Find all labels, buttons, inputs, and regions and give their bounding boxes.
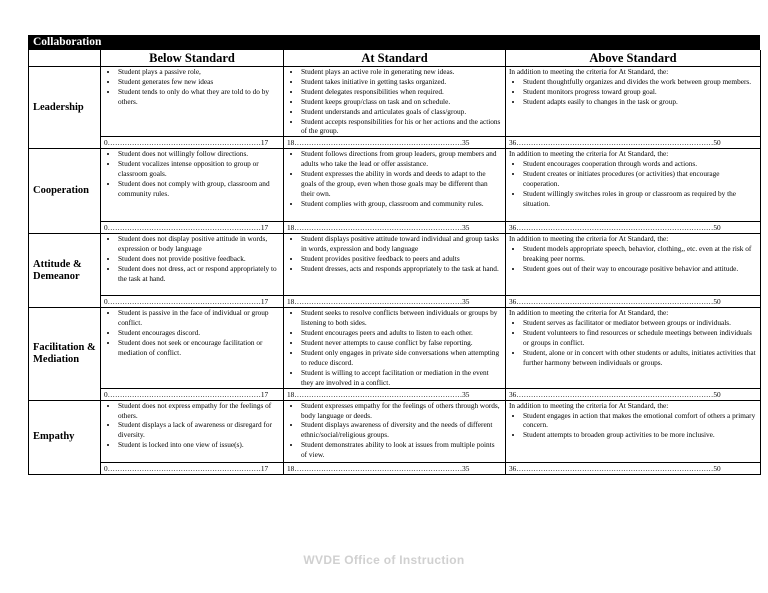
- header-at-standard: At Standard: [284, 50, 506, 67]
- criteria-item: • Student adapts easily to changes in the task or group.: [523, 97, 757, 107]
- below-criteria-list: [104, 401, 280, 451]
- header-below-standard: Below Standard: [101, 50, 284, 67]
- above-criteria-list: [509, 77, 757, 107]
- header-above-standard: Above Standard: [506, 50, 761, 67]
- criteria-item: • Student complies with group, classroom and community rules.: [301, 199, 502, 209]
- criteria-item: • Student seeks to resolve conflicts between individuals or groups by listening to both sides.: [301, 308, 502, 328]
- below-criteria-list: [104, 308, 280, 358]
- criteria-item: • Student does not display positive attitude in words, expression or body language: [118, 234, 280, 254]
- below-standard-cell: [101, 400, 284, 462]
- criteria-item: • Student encourages peers and adults to listen to each other.: [301, 328, 502, 338]
- criteria-item: • Student never attempts to cause conflict by false reporting.: [301, 338, 502, 348]
- criteria-item: • Student keeps group/class on task and on schedule.: [301, 97, 502, 107]
- at-standard-cell: [284, 234, 506, 296]
- score-row: [29, 296, 761, 308]
- score-range: 0………………………………………………………17: [101, 296, 284, 308]
- above-intro: In addition to meeting the criteria for At Standard, the:: [509, 67, 669, 76]
- criteria-item: • Student does not dress, act or respond appropriately to the task at hand.: [118, 264, 280, 284]
- criteria-item: • Student tends to only do what they are told to do by others.: [118, 87, 280, 107]
- at-criteria-list: [287, 234, 502, 274]
- criteria-row: [29, 308, 761, 388]
- criteria-item: • Student attempts to broaden group activities to be more inclusive.: [523, 430, 757, 440]
- criteria-item: • Student plays a passive role,: [118, 67, 280, 77]
- criteria-item: • Student, alone or in concert with other students or adults, initiates activities that further harmony between individuals or groups.: [523, 348, 757, 368]
- criteria-item: • Student generates few new ideas: [118, 77, 280, 87]
- score-range: 18……………………………………………………………35: [284, 388, 506, 400]
- score-range: 36………………………………………………………………………50: [506, 462, 761, 474]
- header-row: [29, 50, 761, 67]
- above-standard-cell: [506, 400, 761, 462]
- criteria-item: • Student does not comply with group, classroom and community rules.: [118, 179, 280, 199]
- score-range: 0………………………………………………………17: [101, 137, 284, 149]
- above-standard-cell: [506, 67, 761, 137]
- score-row: [29, 137, 761, 149]
- criteria-item: • Student monitors progress toward group goal.: [523, 87, 757, 97]
- score-range: 36………………………………………………………………………50: [506, 296, 761, 308]
- criteria-item: • Student models appropriate speech, behavior, clothing,, etc. even at the risk of breaking peer norms.: [523, 244, 757, 264]
- below-standard-cell: [101, 234, 284, 296]
- above-standard-cell: [506, 308, 761, 388]
- rubric-table: [28, 50, 761, 475]
- category-label: Cooperation: [29, 149, 101, 234]
- above-criteria-list: [509, 411, 757, 441]
- category-label: Facilitation & Mediation: [29, 308, 101, 400]
- criteria-item: • Student does not willingly follow directions.: [118, 149, 280, 159]
- criteria-row: [29, 234, 761, 296]
- above-criteria-list: [509, 318, 757, 368]
- criteria-item: • Student vocalizes intense opposition to group or classroom goals.: [118, 159, 280, 179]
- criteria-item: • Student does not seek or encourage facilitation or mediation of conflict.: [118, 338, 280, 358]
- criteria-item: • Student creates or initiates procedures (or activities) that encourage cooperation.: [523, 169, 757, 189]
- header-blank: [29, 50, 101, 67]
- criteria-item: • Student displays awareness of diversity and the needs of different ethnic/social/religious groups.: [301, 420, 502, 440]
- rubric-page: [28, 35, 760, 475]
- above-standard-cell: [506, 234, 761, 296]
- score-range: 36………………………………………………………………………50: [506, 137, 761, 149]
- criteria-item: • Student provides positive feedback to peers and adults: [301, 254, 502, 264]
- criteria-item: • Student displays positive attitude toward individual and group tasks in words, expression and body language: [301, 234, 502, 254]
- score-range: 36………………………………………………………………………50: [506, 222, 761, 234]
- criteria-item: • Student dresses, acts and responds appropriately to the task at hand.: [301, 264, 502, 274]
- score-range: 18……………………………………………………………35: [284, 222, 506, 234]
- below-criteria-list: [104, 234, 280, 284]
- criteria-item: • Student delegates responsibilities when required.: [301, 87, 502, 97]
- at-standard-cell: [284, 308, 506, 388]
- criteria-row: [29, 67, 761, 137]
- score-row: [29, 388, 761, 400]
- criteria-item: • Student expresses empathy for the feelings of others through words, body language or deeds.: [301, 401, 502, 421]
- footer-watermark: WVDE Office of Instruction: [303, 553, 465, 567]
- score-range: 0………………………………………………………17: [101, 462, 284, 474]
- above-intro: In addition to meeting the criteria for At Standard, the:: [509, 400, 669, 410]
- criteria-row: [29, 149, 761, 222]
- score-range: 36………………………………………………………………………50: [506, 388, 761, 400]
- at-criteria-list: [287, 67, 502, 136]
- criteria-item: • Student plays an active role in generating new ideas.: [301, 67, 502, 77]
- score-range: 18……………………………………………………………35: [284, 462, 506, 474]
- criteria-item: • Student displays a lack of awareness or disregard for diversity.: [118, 420, 280, 440]
- criteria-item: • Student is passive in the face of individual or group conflict.: [118, 308, 280, 328]
- above-intro: In addition to meeting the criteria for At Standard, the:: [509, 149, 669, 159]
- criteria-item: • Student demonstrates ability to look at issues from multiple points of view.: [301, 440, 502, 460]
- above-standard-cell: [506, 149, 761, 222]
- rubric-title: Collaboration: [28, 35, 760, 50]
- above-intro: In addition to meeting the criteria for At Standard, the:: [509, 234, 669, 244]
- category-label: Attitude & Demeanor: [29, 234, 101, 308]
- criteria-item: • Student is willing to accept facilitation or mediation in the event they are involved in a conflict.: [301, 368, 502, 388]
- criteria-item: • Student willingly switches roles in group or classroom as required by the situation.: [523, 189, 757, 209]
- criteria-item: • Student encourages discord.: [118, 328, 280, 338]
- criteria-item: • Student engages in action that makes the emotional comfort of others a primary concern.: [523, 411, 757, 431]
- above-intro: In addition to meeting the criteria for At Standard, the:: [509, 308, 669, 318]
- at-standard-cell: [284, 149, 506, 222]
- score-range: 0………………………………………………………17: [101, 388, 284, 400]
- at-standard-cell: [284, 67, 506, 137]
- criteria-item: • Student is locked into one view of issue(s).: [118, 440, 280, 450]
- criteria-item: • Student follows directions from group leaders, group members and adults who take the lead or offer assistance.: [301, 149, 502, 169]
- at-criteria-list: [287, 149, 502, 208]
- score-range: 0………………………………………………………17: [101, 222, 284, 234]
- criteria-item: • Student accepts responsibilities for his or her actions and the actions of the group.: [301, 117, 502, 137]
- at-criteria-list: [287, 308, 502, 387]
- below-criteria-list: [104, 67, 280, 107]
- below-standard-cell: [101, 308, 284, 388]
- criteria-item: • Student understands and articulates goals of class/group.: [301, 107, 502, 117]
- criteria-row: [29, 400, 761, 462]
- criteria-item: • Student takes initiative in getting tasks organized.: [301, 77, 502, 87]
- at-standard-cell: [284, 400, 506, 462]
- score-row: [29, 222, 761, 234]
- score-range: 18……………………………………………………………35: [284, 296, 506, 308]
- score-row: [29, 462, 761, 474]
- criteria-item: • Student thoughtfully organizes and divides the work between group members.: [523, 77, 757, 87]
- category-label: Leadership: [29, 67, 101, 149]
- above-criteria-list: [509, 159, 757, 209]
- criteria-item: • Student volunteers to find resources or schedule meetings between individuals or groups in conflict.: [523, 328, 757, 348]
- criteria-item: • Student expresses the ability in words and deeds to adapt to the goals of the group, even when those goals may be different than their own.: [301, 169, 502, 199]
- criteria-item: • Student only engages in private side conversations when attempting to reduce discord.: [301, 348, 502, 368]
- above-criteria-list: [509, 244, 757, 274]
- below-standard-cell: [101, 67, 284, 137]
- criteria-item: • Student encourages cooperation through words and actions.: [523, 159, 757, 169]
- category-label: Empathy: [29, 400, 101, 474]
- criteria-item: • Student goes out of their way to encourage positive behavior and attitude.: [523, 264, 757, 274]
- criteria-item: • Student does not express empathy for the feelings of others.: [118, 401, 280, 421]
- at-criteria-list: [287, 401, 502, 460]
- below-criteria-list: [104, 149, 280, 199]
- criteria-item: • Student does not provide positive feedback.: [118, 254, 280, 264]
- below-standard-cell: [101, 149, 284, 222]
- score-range: 18……………………………………………………………35: [284, 137, 506, 149]
- criteria-item: • Student serves as facilitator or mediator between groups or individuals.: [523, 318, 757, 328]
